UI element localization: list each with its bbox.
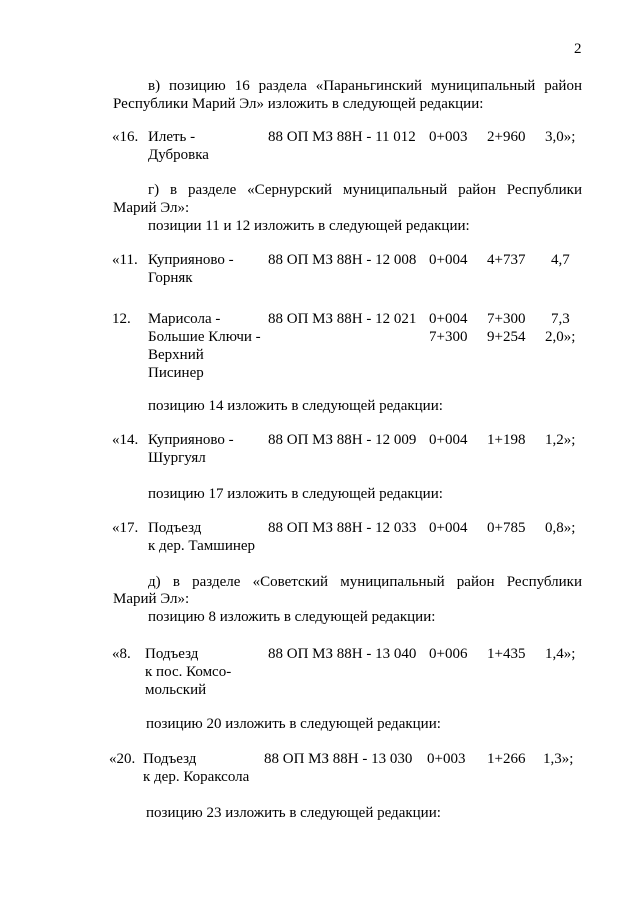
row-number: «17. <box>112 520 139 536</box>
road-name: Шургуял <box>148 450 206 466</box>
length: 7,3 <box>551 311 570 327</box>
road-name: Подъезд <box>143 751 197 767</box>
road-name: Дубровка <box>148 147 209 163</box>
road-name: Верхний <box>148 347 204 363</box>
km-from: 0+004 <box>429 311 468 327</box>
road-code: 88 ОП МЗ 88Н - 13 040 <box>268 646 417 662</box>
section-g-line2: Марий Эл»: <box>113 200 190 216</box>
road-code: 88 ОП МЗ 88Н - 13 030 <box>264 751 413 767</box>
section-b-line1: в) позицию 16 раздела «Параньгинский муниципальный район <box>148 78 582 94</box>
instruction-p20: позицию 20 изложить в следующей редакции: <box>146 716 441 732</box>
road-code: 88 ОП МЗ 88Н - 12 009 <box>268 432 417 448</box>
km-to: 4+737 <box>487 252 526 268</box>
road-code: 88 ОП МЗ 88Н - 12 033 <box>268 520 417 536</box>
instruction-p14: позицию 14 изложить в следующей редакции: <box>148 398 443 414</box>
length: 3,0»; <box>545 129 576 145</box>
road-name: к дер. Кораксола <box>143 769 250 785</box>
km-from: 0+003 <box>427 751 466 767</box>
road-code: 88 ОП МЗ 88Н - 12 021 <box>268 311 417 327</box>
km-to: 1+266 <box>487 751 526 767</box>
km-to: 1+435 <box>487 646 526 662</box>
length: 0,8»; <box>545 520 576 536</box>
km-to: 0+785 <box>487 520 526 536</box>
km-from: 0+006 <box>429 646 468 662</box>
road-name: Подъезд <box>148 520 202 536</box>
road-name: Куприяново - <box>148 432 234 448</box>
section-b-line2: Республики Марий Эл» изложить в следующей редакции: <box>113 96 484 112</box>
section-g-heading <box>148 181 582 199</box>
road-name: Куприяново - <box>148 252 234 268</box>
road-name: Большие Ключи - <box>148 329 261 345</box>
section-d-line1: д) в разделе «Советский муниципальный район Республики <box>148 574 582 590</box>
length: 1,4»; <box>545 646 576 662</box>
km-to: 2+960 <box>487 129 526 145</box>
section-d-line3: позицию 8 изложить в следующей редакции: <box>148 609 436 625</box>
road-name: Подъезд <box>145 646 199 662</box>
km-from: 0+003 <box>429 129 468 145</box>
page-number: 2 <box>574 41 582 57</box>
road-name: Писинер <box>148 365 204 381</box>
road-name: Марисола - <box>148 311 221 327</box>
km-from: 0+004 <box>429 252 468 268</box>
instruction-p17: позицию 17 изложить в следующей редакции: <box>148 486 443 502</box>
road-name: к дер. Тамшинер <box>148 538 256 554</box>
length: 1,2»; <box>545 432 576 448</box>
section-g-line1: г) в разделе «Сернурский муниципальный район Республики <box>148 182 582 198</box>
road-name: Горняк <box>148 270 193 286</box>
section-d-heading <box>148 573 582 591</box>
row-number: «8. <box>112 646 131 662</box>
row-number: «11. <box>112 252 138 268</box>
km-from: 7+300 <box>429 329 468 345</box>
row-number: 12. <box>112 311 131 327</box>
km-from: 0+004 <box>429 432 468 448</box>
section-d-line2: Марий Эл»: <box>113 591 190 607</box>
road-name: Илеть - <box>148 129 196 145</box>
row-number: «14. <box>112 432 139 448</box>
length: 2,0»; <box>545 329 576 345</box>
km-to: 9+254 <box>487 329 526 345</box>
road-code: 88 ОП МЗ 88Н - 12 008 <box>268 252 417 268</box>
section-g-line3: позиции 11 и 12 изложить в следующей редакции: <box>148 218 470 234</box>
section-b-heading <box>148 77 582 95</box>
row-number: «20. <box>109 751 136 767</box>
length: 4,7 <box>551 252 570 268</box>
road-code: 88 ОП МЗ 88Н - 11 012 <box>268 129 416 145</box>
road-name: мольский <box>145 682 207 698</box>
road-name: к пос. Комсо- <box>145 664 232 680</box>
km-from: 0+004 <box>429 520 468 536</box>
row-number: «16. <box>112 129 139 145</box>
km-to: 1+198 <box>487 432 526 448</box>
length: 1,3»; <box>543 751 574 767</box>
instruction-p23: позицию 23 изложить в следующей редакции: <box>146 805 441 821</box>
km-to: 7+300 <box>487 311 526 327</box>
